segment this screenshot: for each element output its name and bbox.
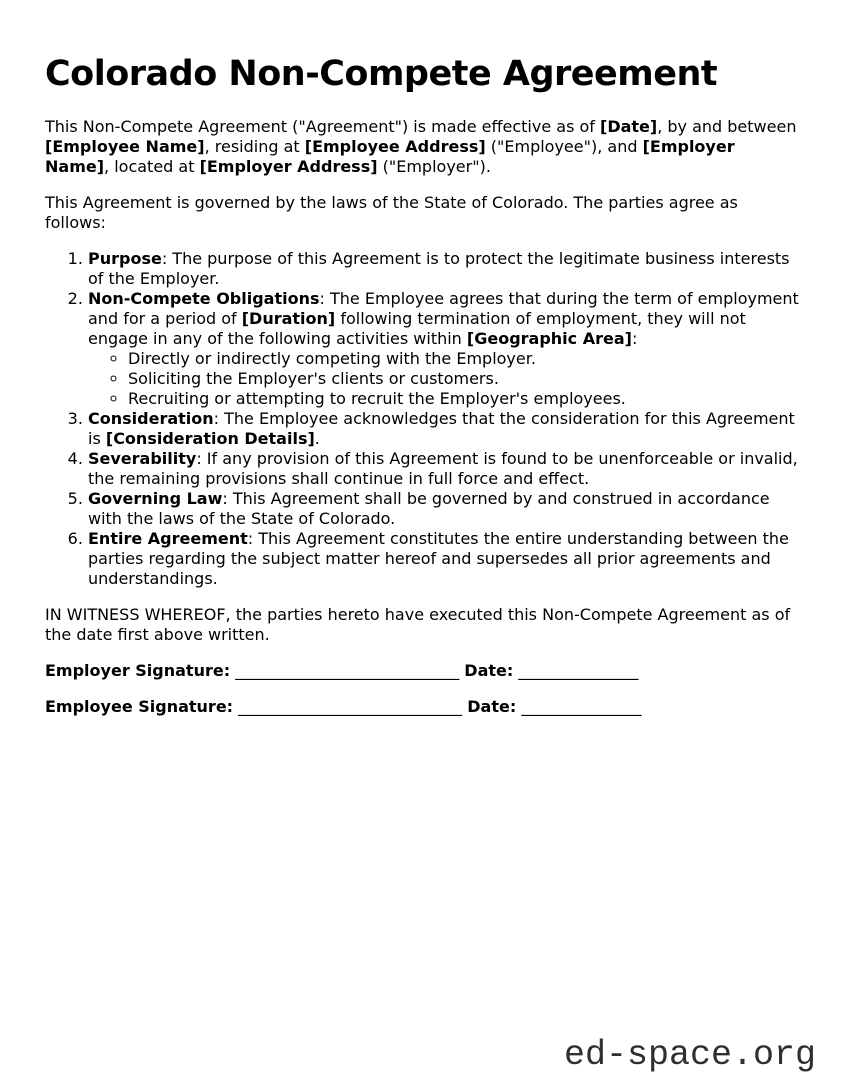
witness-paragraph: IN WITNESS WHEREOF, the parties hereto have executed this Non-Compete Agreement as of the date first above written.: [45, 605, 791, 644]
activity-item-recruiting: ◦ Recruiting or attempting to recruit the Employer's employees.: [128, 389, 801, 409]
clauses-list: [45, 249, 801, 589]
clause-purpose: 1. Purpose: The purpose of this Agreement is to protect the legitimate business interests of the Employer.: [88, 249, 801, 289]
employee-signature-line: ____________________________: [238, 697, 463, 716]
prohibited-activities-list: [88, 349, 801, 409]
clause-non-compete-obligations-text: Non-Compete Obligations: The Employee agrees that during the term of employment and for a period of [Duration] following termination of employment, they will not engage in any of the following activities within [Geographic Area]:: [88, 289, 799, 348]
watermark-text: ed-space.org: [563, 1035, 816, 1075]
activity-item-competing: ◦ Directly or indirectly competing with the Employer.: [128, 349, 801, 369]
employer-date-label: Date:: [464, 661, 514, 680]
clause-entire-agreement: 6. Entire Agreement: This Agreement constitutes the entire understanding between the parties regarding the subject matter hereof and supersedes all prior agreements and understandings.: [88, 529, 801, 589]
activity-item-soliciting: ◦ Soliciting the Employer's clients or customers.: [128, 369, 801, 389]
employer-signature-line: ____________________________: [235, 661, 460, 680]
employee-signature-row: [45, 697, 801, 717]
page-title: Colorado Non-Compete Agreement: [45, 54, 718, 94]
clause-governing-law: 5. Governing Law: This Agreement shall be governed by and construed in accordance with the laws of the State of Colorado.: [88, 489, 801, 529]
clause-consideration: 3. Consideration: The Employee acknowledges that the consideration for this Agreement is [Consideration Details].: [88, 409, 801, 449]
employer-signature-label: Employer Signature:: [45, 661, 231, 680]
clause-non-compete-obligations: [88, 289, 801, 409]
intro-paragraph: This Non-Compete Agreement ("Agreement") is made effective as of [Date], by and between [Employee Name], residing at [Employee Address] ("Employee"), and [Employer Name], located at [Employer Address] ("Employer").: [45, 117, 797, 176]
clause-severability: 4. Severability: If any provision of this Agreement is found to be unenforceable or invalid, the remaining provisions shall continue in full force and effect.: [88, 449, 801, 489]
governing-law-paragraph: This Agreement is governed by the laws of the State of Colorado. The parties agree as follows:: [45, 193, 738, 232]
employee-date-line: _______________: [521, 697, 642, 716]
employer-signature-row: [45, 661, 801, 681]
employee-date-label: Date:: [467, 697, 517, 716]
employer-date-line: _______________: [518, 661, 639, 680]
employee-signature-label: Employee Signature:: [45, 697, 234, 716]
